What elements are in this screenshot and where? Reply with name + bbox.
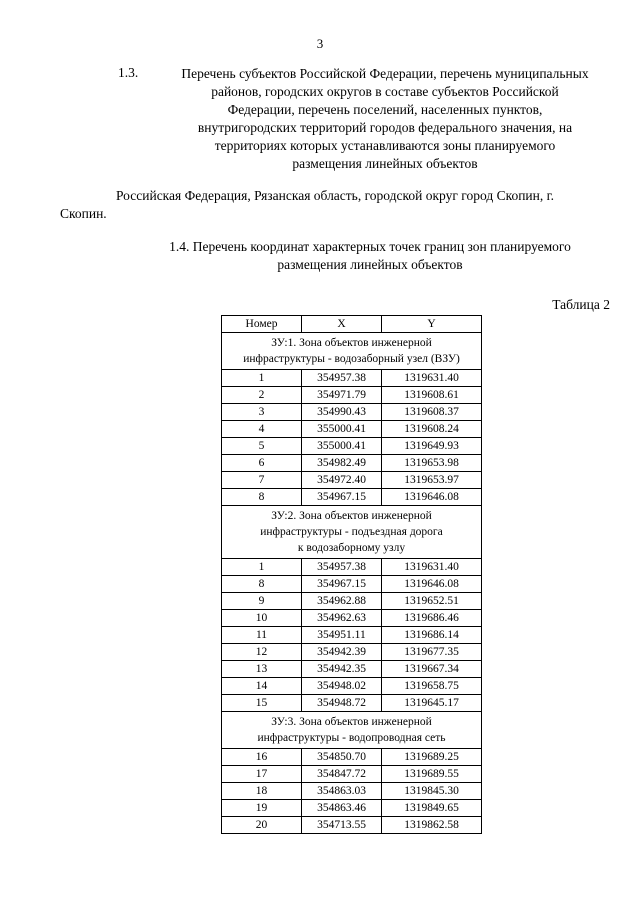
cell-number: 10	[222, 610, 302, 627]
cell-number: 6	[222, 455, 302, 472]
table-row	[222, 455, 482, 472]
section-title-line: Федерации, перечень поселений, населенных пунктов,	[227, 102, 543, 117]
cell-y: 1319646.08	[382, 489, 482, 506]
section-title-line: Перечень субъектов Российской Федерации, перечень муниципальных	[181, 66, 589, 81]
zone-title-line: ЗУ:1. Зона объектов инженерной	[271, 337, 432, 349]
table-row	[222, 817, 482, 834]
cell-y: 1319686.46	[382, 610, 482, 627]
cell-number: 17	[222, 766, 302, 783]
section-1-4-title	[120, 238, 620, 274]
cell-y: 1319652.51	[382, 593, 482, 610]
zone-header-row	[222, 333, 482, 370]
cell-number: 16	[222, 749, 302, 766]
cell-x: 354951.11	[302, 627, 382, 644]
cell-y: 1319862.58	[382, 817, 482, 834]
cell-y: 1319849.65	[382, 800, 482, 817]
cell-x: 354967.15	[302, 576, 382, 593]
column-header-y: Y	[382, 316, 482, 333]
table-row	[222, 644, 482, 661]
cell-number: 3	[222, 404, 302, 421]
table-row	[222, 421, 482, 438]
cell-x: 354971.79	[302, 387, 382, 404]
table-row	[222, 370, 482, 387]
cell-y: 1319649.93	[382, 438, 482, 455]
table-row	[222, 593, 482, 610]
coordinates-table	[221, 315, 482, 834]
cell-y: 1319658.75	[382, 678, 482, 695]
cell-x: 354850.70	[302, 749, 382, 766]
cell-number: 19	[222, 800, 302, 817]
table-row	[222, 627, 482, 644]
cell-x: 354990.43	[302, 404, 382, 421]
cell-y: 1319686.14	[382, 627, 482, 644]
cell-y: 1319689.55	[382, 766, 482, 783]
section-number: 1.3.	[118, 65, 139, 80]
zone-title-line: ЗУ:2. Зона объектов инженерной	[271, 510, 432, 522]
section-title-line: территориях которых устанавливаются зоны планируемого	[214, 138, 556, 153]
table-row	[222, 387, 482, 404]
cell-number: 7	[222, 472, 302, 489]
cell-number: 15	[222, 695, 302, 712]
zone-title-line: инфраструктуры - подъездная дорога	[260, 526, 443, 538]
cell-number: 13	[222, 661, 302, 678]
cell-number: 2	[222, 387, 302, 404]
cell-number: 14	[222, 678, 302, 695]
location-line: Скопин.	[60, 206, 107, 221]
cell-x: 354957.38	[302, 370, 382, 387]
cell-x: 354962.63	[302, 610, 382, 627]
cell-x: 355000.41	[302, 421, 382, 438]
cell-number: 5	[222, 438, 302, 455]
cell-x: 354972.40	[302, 472, 382, 489]
cell-y: 1319608.24	[382, 421, 482, 438]
table-row	[222, 576, 482, 593]
table-row	[222, 695, 482, 712]
cell-y: 1319645.17	[382, 695, 482, 712]
zone-title-line: инфраструктуры - водозаборный узел (ВЗУ)	[243, 353, 460, 365]
cell-number: 20	[222, 817, 302, 834]
table-row	[222, 438, 482, 455]
cell-x: 354982.49	[302, 455, 382, 472]
cell-x: 354863.03	[302, 783, 382, 800]
cell-y: 1319631.40	[382, 370, 482, 387]
table-row	[222, 489, 482, 506]
cell-number: 8	[222, 489, 302, 506]
cell-number: 1	[222, 559, 302, 576]
table-header-row	[222, 316, 482, 333]
table-row	[222, 404, 482, 421]
table-row	[222, 783, 482, 800]
cell-y: 1319653.97	[382, 472, 482, 489]
table-body	[222, 333, 482, 834]
table-row	[222, 678, 482, 695]
cell-x: 354948.72	[302, 695, 382, 712]
location-paragraph	[60, 187, 616, 223]
table-row	[222, 661, 482, 678]
cell-number: 11	[222, 627, 302, 644]
table-row	[222, 800, 482, 817]
section-title	[150, 65, 620, 173]
cell-x: 354962.88	[302, 593, 382, 610]
zone-header-row	[222, 712, 482, 749]
section-title-line: внутригородских территорий городов федерального значения, на	[197, 120, 573, 135]
cell-x: 354957.38	[302, 559, 382, 576]
cell-x: 354942.35	[302, 661, 382, 678]
zone-title-line: к водозаборному узлу	[297, 542, 406, 554]
section-title-line: районов, городских округов в составе субъектов Российской	[211, 84, 559, 99]
cell-x: 355000.41	[302, 438, 382, 455]
cell-y: 1319667.34	[382, 661, 482, 678]
cell-y: 1319689.25	[382, 749, 482, 766]
cell-number: 1	[222, 370, 302, 387]
cell-number: 4	[222, 421, 302, 438]
section-title-line: размещения линейных объектов	[292, 156, 478, 171]
cell-x: 354713.55	[302, 817, 382, 834]
zone-title-line: ЗУ:3. Зона объектов инженерной	[271, 716, 432, 728]
column-header-number: Номер	[222, 316, 302, 333]
cell-x: 354847.72	[302, 766, 382, 783]
table-row	[222, 559, 482, 576]
location-line: Российская Федерация, Рязанская область, городской округ город Скопин, г.	[116, 188, 555, 203]
section-title-line: 1.4. Перечень координат характерных точек границ зон планируемого	[169, 239, 571, 254]
cell-number: 9	[222, 593, 302, 610]
page-number: 3	[316, 36, 324, 51]
table-row	[222, 749, 482, 766]
cell-x: 354863.46	[302, 800, 382, 817]
zone-title	[222, 712, 482, 749]
zone-header-row	[222, 506, 482, 559]
cell-y: 1319631.40	[382, 559, 482, 576]
cell-x: 354967.15	[302, 489, 382, 506]
table-row	[222, 610, 482, 627]
cell-number: 12	[222, 644, 302, 661]
table-row	[222, 472, 482, 489]
cell-y: 1319608.61	[382, 387, 482, 404]
cell-y: 1319608.37	[382, 404, 482, 421]
table-row	[222, 766, 482, 783]
cell-y: 1319845.30	[382, 783, 482, 800]
zone-title	[222, 506, 482, 559]
cell-x: 354948.02	[302, 678, 382, 695]
zone-title-line: инфраструктуры - водопроводная сеть	[257, 732, 446, 744]
cell-y: 1319646.08	[382, 576, 482, 593]
cell-number: 8	[222, 576, 302, 593]
section-title-line: размещения линейных объектов	[277, 257, 463, 272]
zone-title	[222, 333, 482, 370]
cell-y: 1319677.35	[382, 644, 482, 661]
cell-y: 1319653.98	[382, 455, 482, 472]
column-header-x: X	[302, 316, 382, 333]
table-caption: Таблица 2	[552, 297, 610, 312]
cell-number: 18	[222, 783, 302, 800]
cell-x: 354942.39	[302, 644, 382, 661]
